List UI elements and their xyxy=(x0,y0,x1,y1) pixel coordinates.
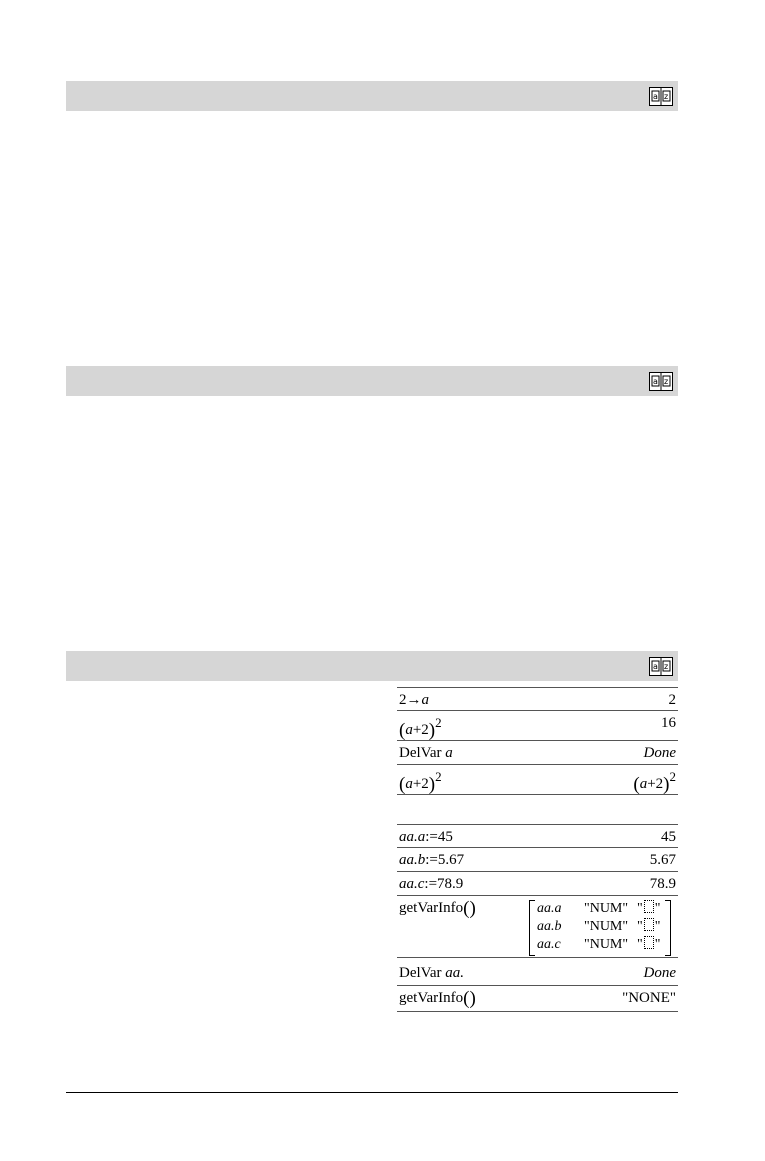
calc-input: DelVar aa. xyxy=(399,965,464,981)
calc-input: 2→a xyxy=(399,692,429,708)
empty-placeholder-icon xyxy=(644,918,654,931)
calc-output: 2 xyxy=(668,692,676,708)
calc-output: (a+2)2 xyxy=(633,769,676,795)
calc-row xyxy=(397,765,678,795)
calc-output: 5.67 xyxy=(649,852,676,868)
calc-output: 45 xyxy=(661,829,676,845)
matrix-row: aa.b "NUM" " " xyxy=(537,919,661,934)
calc-row xyxy=(397,896,678,958)
calc-output: Done xyxy=(643,745,676,761)
calc-row xyxy=(397,986,678,1012)
section-heading-bar-2 xyxy=(66,366,678,396)
catalog-book-icon xyxy=(649,372,673,391)
calc-input: aa.a:=45 xyxy=(399,829,453,845)
matrix-row: aa.a "NUM" " " xyxy=(537,901,661,916)
calc-row xyxy=(397,741,678,765)
calc-input: DelVar a xyxy=(399,745,453,761)
matrix-row: aa.c "NUM" " " xyxy=(537,937,661,952)
svg-text:z: z xyxy=(664,377,669,386)
calc-input: getVarInfo() xyxy=(399,988,476,1009)
calc-output: 16 xyxy=(661,715,676,731)
calc-input: (a+2)2 xyxy=(399,769,442,795)
calc-row xyxy=(397,824,678,848)
calc-input: getVarInfo() xyxy=(399,898,476,919)
calc-input: aa.b:=5.67 xyxy=(399,852,465,868)
svg-text:a: a xyxy=(653,377,658,386)
result-matrix xyxy=(529,900,671,954)
calc-row xyxy=(397,711,678,741)
catalog-book-icon xyxy=(649,87,673,106)
calc-row xyxy=(397,958,678,986)
empty-placeholder-icon xyxy=(644,900,654,913)
section-heading-bar-3 xyxy=(66,651,678,681)
calculator-example-2 xyxy=(397,824,678,1012)
calc-input: aa.c:=78.9 xyxy=(399,876,464,892)
calc-row xyxy=(397,687,678,711)
section-heading-bar-1 xyxy=(66,81,678,111)
calc-output: 78.9 xyxy=(649,876,676,892)
calc-input: (a+2)2 xyxy=(399,715,442,741)
catalog-book-icon xyxy=(649,657,673,676)
matrix-left-bracket xyxy=(529,900,535,956)
calc-row xyxy=(397,872,678,896)
svg-text:a: a xyxy=(653,92,658,101)
svg-text:z: z xyxy=(664,92,669,101)
svg-text:a: a xyxy=(653,662,658,671)
calc-output: Done xyxy=(643,965,676,981)
calc-row xyxy=(397,848,678,872)
calc-output: "NONE" xyxy=(622,990,676,1006)
calculator-example-1 xyxy=(397,687,678,795)
footer-rule xyxy=(66,1092,678,1093)
empty-placeholder-icon xyxy=(644,936,654,949)
svg-text:z: z xyxy=(664,662,669,671)
